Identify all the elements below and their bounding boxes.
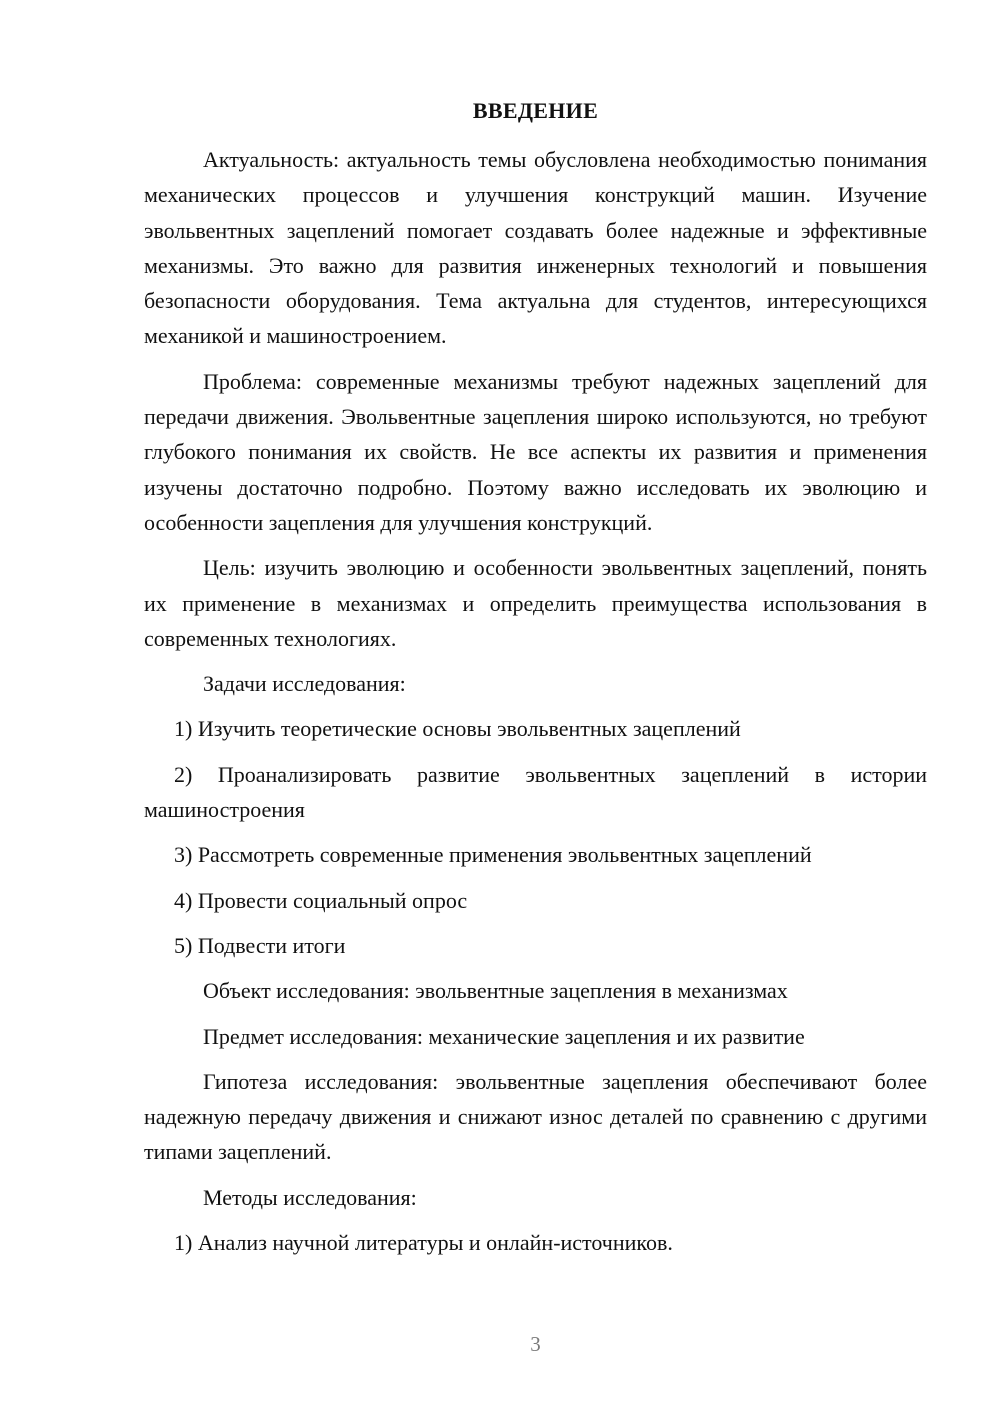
paragraph-hypothesis: Гипотеза исследования: эвольвентные зацепления обеспечивают более надежную передачу движения и снижают износ деталей по сравнению с другими типами зацеплений. <box>144 1068 927 1165</box>
page-title: ВВЕДЕНИЕ <box>472 98 599 123</box>
task-item-3: 3) Рассмотреть современные применения эвольвентных зацеплений <box>174 842 812 868</box>
method-item-1: 1) Анализ научной литературы и онлайн-источников. <box>174 1230 673 1256</box>
paragraph-object: Объект исследования: эвольвентные зацепления в механизмах <box>203 978 788 1004</box>
methods-heading: Методы исследования: <box>203 1184 417 1210</box>
paragraph-problem: Проблема: современные механизмы требуют надежных зацеплений для передачи движения. Эвольвентные зацепления широко используются, но требуют глубокого понимания их свойств. Не все аспекты их развития и применения изучены достаточно подробно. Поэтому важно исследовать их эволюцию и особенности зацепления для улучшения конструкций. <box>144 368 927 535</box>
task-item-1: 1) Изучить теоретические основы эвольвентных зацеплений <box>174 716 741 742</box>
document-page <box>144 0 927 1414</box>
paragraph-goal: Цель: изучить эволюцию и особенности эвольвентных зацеплений, понять их применение в механизмах и определить преимущества использования в современных технологиях. <box>144 555 927 651</box>
tasks-heading: Задачи исследования: <box>203 671 406 697</box>
task-item-5: 5) Подвести итоги <box>174 932 346 958</box>
task-item-2: 2) Проанализировать развитие эвольвентных зацеплений в истории машиностроения <box>144 761 927 823</box>
paragraph-subject: Предмет исследования: механические зацепления и их развитие <box>203 1023 805 1049</box>
paragraph-relevance: Актуальность: актуальность темы обусловлена необходимостью понимания механических процессов и улучшения конструкций машин. Изучение эвольвентных зацеплений помогает создавать более надежные и эффективные механизмы. Это важно для развития инженерных технологий и повышения безопасности оборудования. Тема актуальна для студентов, интересующихся механикой и машиностроением. <box>144 147 927 349</box>
page-number: 3 <box>530 1332 541 1356</box>
document-body <box>144 142 927 1260</box>
task-item-4: 4) Провести социальный опрос <box>174 887 468 913</box>
